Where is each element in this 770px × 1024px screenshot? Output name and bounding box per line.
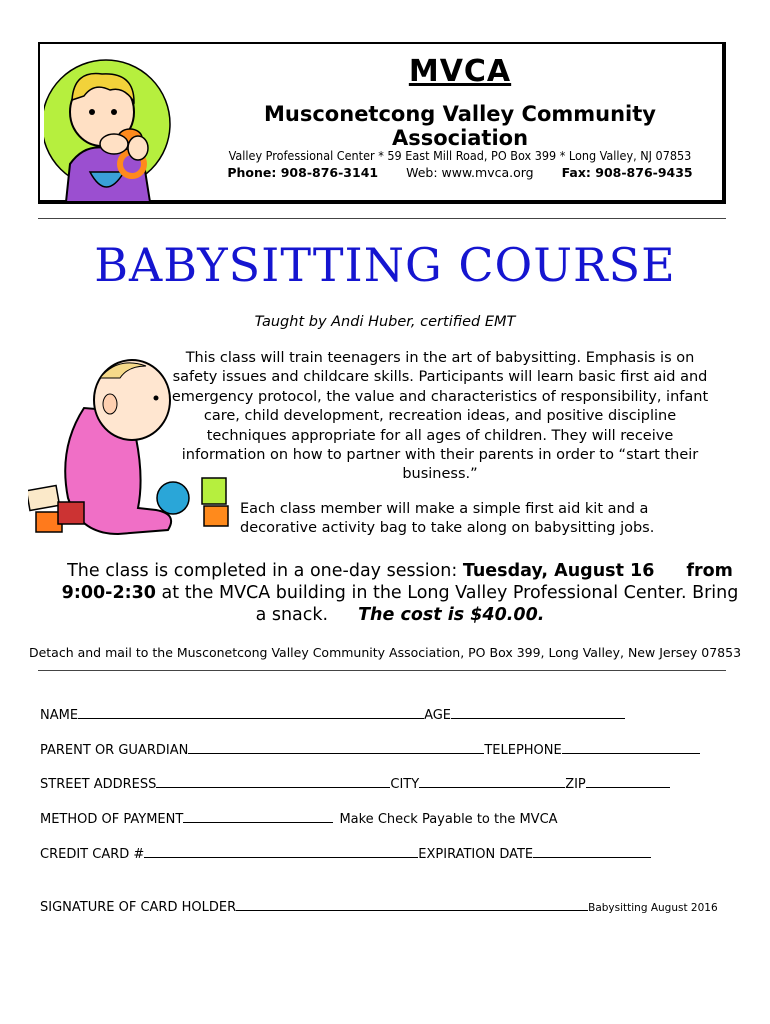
detach-note: Detach and mail to the Musconetcong Valley Community Association, PO Box 399, Long Valley, New Jersey 07853 bbox=[28, 645, 742, 660]
header-box bbox=[38, 42, 726, 204]
course-title: BABYSITTING COURSE bbox=[94, 238, 676, 292]
session-location: at the MVCA building in the Long Valley Professional Center. Bring a snack. bbox=[155, 583, 739, 625]
session-info bbox=[60, 560, 740, 626]
payment-note: Make Check Payable to the MVCA bbox=[339, 812, 558, 827]
org-address: Valley Professional Center * 59 East Mill Road, PO Box 399 * Long Valley, NJ 07853 bbox=[228, 148, 692, 163]
org-contact-line bbox=[210, 165, 710, 180]
payment-field[interactable] bbox=[183, 810, 333, 823]
divider bbox=[38, 218, 726, 219]
form-row-signature bbox=[40, 898, 718, 915]
expiration-label: EXPIRATION DATE bbox=[418, 847, 534, 862]
payment-label: METHOD OF PAYMENT bbox=[40, 812, 184, 827]
telephone-field[interactable] bbox=[562, 741, 700, 754]
footer-note: Babysitting August 2016 bbox=[588, 902, 718, 914]
course-description: This class will train teenagers in the art of babysitting. Emphasis is on safety issues and childcare skills. Participants will learn basic first aid and emergency protocol, the value and characteristics of responsibility, infant care, child development, recreation ideas, and positive discipline techniques appropriate for all ages of children. They will receive information on how to partner with their parents in order to “start their business.” bbox=[171, 350, 709, 483]
credit-card-label: CREDIT CARD # bbox=[40, 847, 145, 862]
signature-label: SIGNATURE OF CARD HOLDER bbox=[40, 900, 237, 915]
session-intro: The class is completed in a one-day session: bbox=[67, 561, 463, 581]
first-aid-kit-note: Each class member will make a simple first aid kit and a decorative activity bag to take along on babysitting jobs. bbox=[240, 501, 655, 537]
street-label: STREET ADDRESS bbox=[40, 777, 157, 792]
divider bbox=[38, 670, 726, 671]
org-phone: Phone: 908-876-3141 bbox=[227, 165, 379, 180]
session-from: from bbox=[686, 561, 733, 581]
form-row-address bbox=[40, 775, 670, 792]
org-short-name: MVCA bbox=[408, 54, 512, 89]
parent-label: PARENT OR GUARDIAN bbox=[40, 743, 189, 758]
zip-label: ZIP bbox=[565, 777, 586, 792]
city-label: CITY bbox=[390, 777, 420, 792]
form-row-name bbox=[40, 706, 625, 723]
city-field[interactable] bbox=[419, 775, 565, 788]
form-row-parent bbox=[40, 741, 700, 758]
name-label: NAME bbox=[40, 708, 79, 723]
zip-field[interactable] bbox=[586, 775, 670, 788]
org-web: Web: www.mvca.org bbox=[406, 165, 534, 180]
session-cost: The cost is $40.00. bbox=[358, 605, 545, 625]
credit-card-field[interactable] bbox=[144, 845, 418, 858]
street-field[interactable] bbox=[156, 775, 390, 788]
session-date: Tuesday, August 16 bbox=[462, 561, 655, 581]
age-field[interactable] bbox=[451, 706, 625, 719]
name-field[interactable] bbox=[78, 706, 424, 719]
org-full-name: Musconetcong Valley Community Association bbox=[264, 102, 656, 150]
org-fax: Fax: 908-876-9435 bbox=[561, 165, 693, 180]
parent-field[interactable] bbox=[188, 741, 484, 754]
age-label: AGE bbox=[424, 708, 452, 723]
form-row-payment bbox=[40, 810, 558, 827]
form-row-credit-card bbox=[40, 845, 651, 862]
instructor-line: Taught by Andi Huber, certified EMT bbox=[254, 314, 516, 330]
session-time: 9:00-2:30 bbox=[61, 583, 156, 603]
telephone-label: TELEPHONE bbox=[484, 743, 562, 758]
signature-field[interactable] bbox=[236, 898, 588, 911]
baby-clipart-icon bbox=[44, 52, 184, 202]
expiration-field[interactable] bbox=[533, 845, 651, 858]
